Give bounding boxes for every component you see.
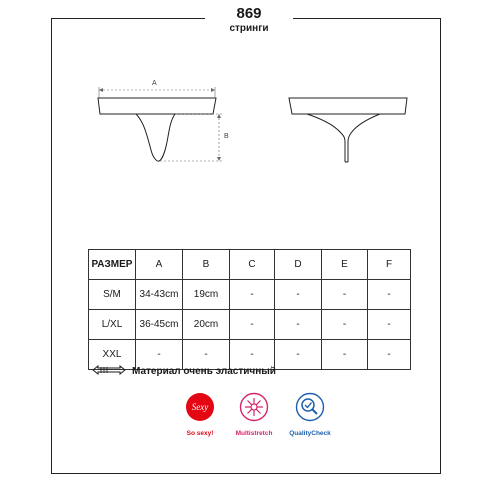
table-cell: - <box>183 340 230 370</box>
dimension-b-label: B <box>224 133 229 140</box>
size-column-header: РАЗМЕР <box>89 250 136 280</box>
size-label: XXL <box>89 340 136 370</box>
table-cell: - <box>368 340 411 370</box>
table-cell: - <box>275 340 322 370</box>
table-cell: - <box>322 310 368 340</box>
table-cell: 19cm <box>183 280 230 310</box>
table-cell: - <box>322 280 368 310</box>
front-pouch <box>136 114 175 161</box>
table-cell: - <box>368 310 411 340</box>
table-cell: - <box>275 280 322 310</box>
size-label: L/XL <box>89 310 136 340</box>
table-cell: - <box>230 280 275 310</box>
stretch-arrows-icon <box>92 362 126 380</box>
column-header-a: A <box>136 250 183 280</box>
badge-multistretch <box>224 392 284 437</box>
size-table <box>88 249 411 370</box>
multistretch-icon <box>239 392 269 422</box>
table-cell: 34-43cm <box>136 280 183 310</box>
sexy-circle-icon <box>185 392 215 422</box>
dimension-a-label: A <box>152 80 157 87</box>
back-string-right <box>348 114 380 162</box>
table-row <box>89 280 411 310</box>
product-type: стринги <box>229 23 269 34</box>
table-row <box>89 310 411 340</box>
table-cell: - <box>322 340 368 370</box>
column-header-c: C <box>230 250 275 280</box>
quality-check-icon <box>295 392 325 422</box>
back-string-left <box>307 114 345 162</box>
material-note <box>92 364 276 378</box>
column-header-d: D <box>275 250 322 280</box>
table-cell: - <box>230 310 275 340</box>
back-view-drawing <box>289 98 407 162</box>
feature-badges <box>170 392 340 452</box>
model-number: 869 <box>236 5 262 22</box>
material-note-text: Материал очень эластичный <box>132 365 276 377</box>
table-cell: 36-45cm <box>136 310 183 340</box>
table-cell: - <box>275 310 322 340</box>
badge-label-so-sexy: So sexy! <box>186 430 214 437</box>
table-cell: - <box>230 340 275 370</box>
table-header-row <box>89 250 411 280</box>
badge-so-sexy <box>170 392 230 437</box>
front-view-drawing <box>98 98 216 161</box>
badge-label-multistretch: Multistretch <box>235 430 273 437</box>
table-cell: - <box>136 340 183 370</box>
table-cell: 20cm <box>183 310 230 340</box>
column-header-b: B <box>183 250 230 280</box>
column-header-e: E <box>322 250 368 280</box>
badge-quality-check <box>280 392 340 437</box>
badge-label-quality-check: QualityCheck <box>289 430 331 437</box>
back-waistband <box>289 98 407 114</box>
dimension-a-line <box>99 87 215 98</box>
sexy-icon-text: Sexy <box>191 402 209 412</box>
dimension-b-line <box>160 114 223 161</box>
size-label: S/M <box>89 280 136 310</box>
table-cell: - <box>368 280 411 310</box>
front-waistband <box>98 98 216 114</box>
column-header-f: F <box>368 250 411 280</box>
